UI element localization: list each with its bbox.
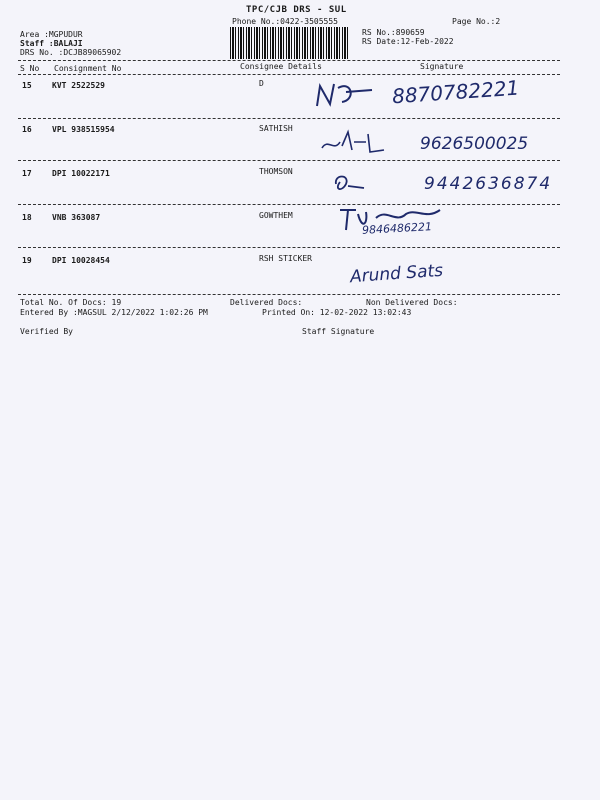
row-consignee: SATHISH (259, 124, 293, 133)
entered-by: Entered By :MAGSUL 2/12/2022 1:02:26 PM (20, 308, 208, 317)
col-consignee: Consignee Details (240, 62, 322, 71)
handwritten-phone: 9846486221 (361, 220, 433, 237)
handwritten-phone: 9626500025 (420, 134, 529, 154)
col-sno: S No (20, 64, 40, 73)
divider (18, 204, 560, 205)
handwritten-signature (318, 128, 388, 162)
row-sno: 16 (22, 125, 32, 134)
row-consignee: RSH STICKER (259, 254, 312, 263)
total-docs: Total No. Of Docs: 19 (20, 298, 122, 307)
divider (18, 60, 560, 61)
row-consignee: GOWTHEM (259, 211, 293, 220)
row-consignment: KVT 2522529 (52, 81, 105, 90)
rs-number: RS No.:890659 (362, 28, 425, 37)
col-signature: Signature (420, 62, 464, 71)
row-sno: 15 (22, 81, 32, 90)
divider (18, 118, 560, 119)
handwritten-phone: 8870782221 (391, 75, 520, 109)
row-consignment: VNB 363087 (52, 213, 101, 222)
staff-signature: Staff Signature (302, 327, 375, 336)
handwritten-signature (312, 78, 382, 116)
row-consignment: DPI 10028454 (52, 256, 110, 265)
col-consignment: Consignment No (54, 64, 122, 73)
barcode (230, 27, 350, 59)
row-consignee: THOMSON (259, 167, 293, 176)
row-sno: 19 (22, 256, 32, 265)
divider (18, 294, 560, 295)
rs-date: RS Date:12-Feb-2022 (362, 37, 454, 46)
handwritten-phone: 9442636874 (424, 174, 553, 194)
verified-by: Verified By (20, 327, 73, 336)
row-consignment: DPI 10022171 (52, 169, 110, 178)
divider (18, 74, 560, 75)
row-sno: 17 (22, 169, 32, 178)
report-title: TPC/CJB DRS - SUL (246, 5, 347, 15)
non-delivered-docs: Non Delivered Docs: (366, 298, 458, 307)
page-number: Page No.:2 (452, 17, 501, 26)
delivered-docs: Delivered Docs: (230, 298, 303, 307)
printed-on: Printed On: 12-02-2022 13:02:43 (262, 308, 412, 317)
row-sno: 18 (22, 213, 32, 222)
staff-label: Staff :BALAJI (20, 39, 83, 48)
row-consignee: D (259, 79, 264, 88)
handwritten-signature: Arund Sats (349, 260, 444, 288)
row-consignment: VPL 938515954 (52, 125, 115, 134)
divider (18, 160, 560, 161)
divider (18, 247, 560, 248)
phone-number: Phone No.:0422-3505555 (232, 17, 338, 26)
area-label: Area :MGPUDUR (20, 30, 83, 39)
drs-number: DRS No. :DCJB89065902 (20, 48, 122, 57)
handwritten-signature (330, 170, 370, 200)
